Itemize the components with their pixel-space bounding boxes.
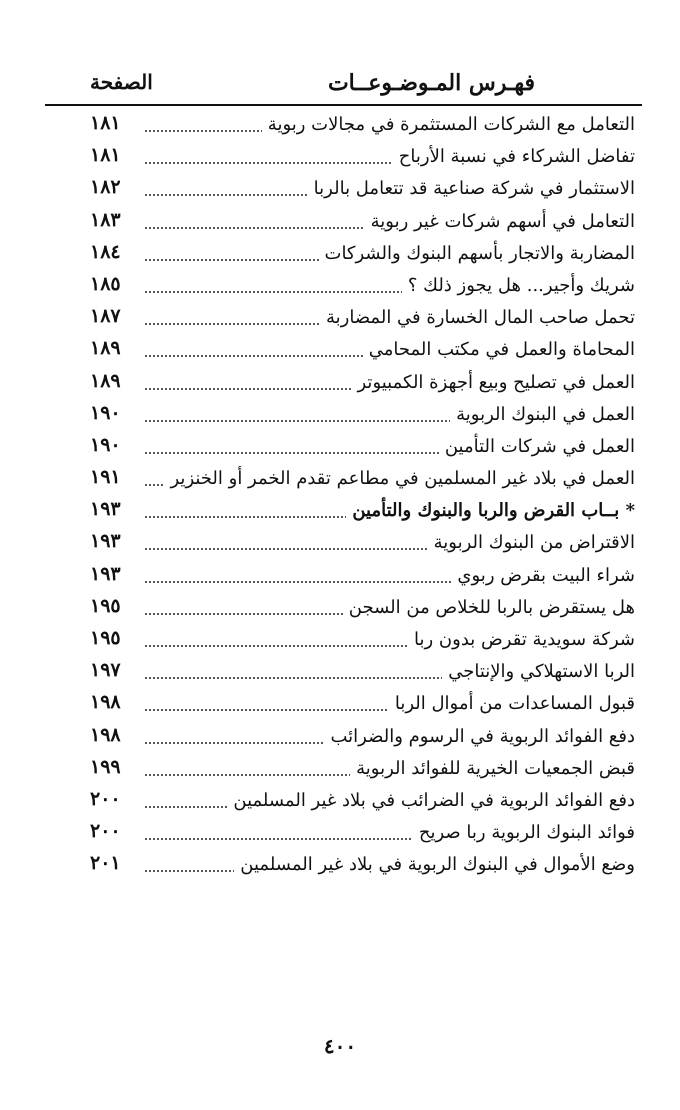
toc-entry-title: شريك وأجير... هل يجوز ذلك ؟ [402,275,635,296]
toc-entry-title: الربا الاستهلاكي والإنتاجي [442,661,635,682]
toc-entry [90,337,635,369]
toc-entry-title: * بــاب القرض والربا والبنوك والتأمين [346,500,635,521]
toc-entry-page: ١٨٢ [90,176,121,199]
toc-entry [90,530,635,562]
toc-entry-page: ١٩٥ [90,627,121,649]
toc-section-heading [90,498,635,530]
toc-entry [90,370,635,402]
toc-entry-title: المحاماة والعمل في مكتب المحامي [363,339,635,360]
toc-entry-page: ١٩٨ [90,723,121,746]
toc-entry-title: شركة سويدية تقرض بدون ربا [408,629,635,650]
toc-entry-page: ١٨٣ [90,208,121,231]
page-number: ٤٠٠ [323,1034,357,1058]
toc-entry [90,466,635,498]
toc-entry-page: ١٨١ [90,112,121,134]
toc-entry-title: التعامل في أسهم شركات غير ربوية [365,211,635,232]
toc-entry-title: الاقتراض من البنوك الربوية [428,532,635,553]
toc-entry-page: ١٨٥ [90,272,121,295]
toc-entry [90,595,635,627]
toc-entry-title: التعامل مع الشركات المستثمرة في مجالات ربوية [262,114,635,135]
toc-entry-title: تفاضل الشركاء في نسبة الأرباح [393,146,635,167]
toc-entry-page: ٢٠٠ [90,820,121,843]
toc-entry [90,241,635,273]
toc-entry [90,176,635,208]
toc-entry [90,563,635,595]
toc-entry [90,820,635,852]
toc-entry-page: ١٨٧ [90,305,121,328]
toc-entry-page: ١٩٥ [90,594,121,617]
toc-entry [90,691,635,723]
toc-entry-title: قبول المساعدات من أموال الربا [389,693,635,714]
toc-entry-title: دفع الفوائد الربوية في الضرائب في بلاد غير المسلمين [227,790,635,811]
toc-entry-title: فوائد البنوك الربوية ربا صريح [413,822,635,843]
toc-entry [90,402,635,434]
toc-entry-page: ١٨٩ [90,337,121,360]
toc-header [50,70,640,102]
toc-entry-title: العمل في بلاد غير المسلمين في مطاعم تقدم الخمر أو الخنزير [165,468,636,489]
toc-entry-page: ١٨٤ [90,240,121,263]
toc-entry-title: دفع الفوائد الربوية في الرسوم والضرائب [325,726,636,747]
header-divider [45,104,642,106]
toc-entry [90,305,635,337]
toc-entry-page: ١٩٨ [90,691,121,714]
toc-entry [90,273,635,305]
toc-entry-title: العمل في شركات التأمين [439,436,635,457]
toc-entry-page: ١٩٩ [90,755,121,778]
toc-entry-title: الاستثمار في شركة صناعية قد تتعامل بالربا [308,178,635,199]
toc-entry [90,144,635,176]
toc-entry-page: ١٩٣ [90,530,121,553]
toc-entry [90,724,635,756]
toc-entry-title: المضاربة والاتجار بأسهم البنوك والشركات [319,243,636,264]
toc-title: فهـرس المـوضـوعــات [327,70,535,96]
toc-entries [90,112,635,885]
toc-entry [90,659,635,691]
toc-entry-page: ١٩٣ [90,562,121,585]
toc-entry-page: ١٩١ [90,466,121,489]
toc-entry-title: العمل في تصليح وبيع أجهزة الكمبيوتر [352,372,636,393]
page-column-label: الصفحة [90,70,153,94]
toc-entry-title: شراء البيت بقرض ربوي [451,565,635,586]
toc-entry [90,209,635,241]
toc-entry-page: ١٩٠ [90,401,121,424]
toc-entry-title: تحمل صاحب المال الخسارة في المضاربة [320,307,635,328]
toc-entry-page: ١٨٩ [90,369,121,392]
toc-entry-page: ١٩٠ [90,433,121,456]
toc-entry-title: هل يستقرض بالربا للخلاص من السجن [343,597,635,618]
toc-entry-page: ١٨١ [90,144,121,167]
toc-entry-page: ٢٠٠ [90,787,121,810]
toc-entry-page: ٢٠١ [90,852,121,875]
toc-entry [90,434,635,466]
toc-entry-title: العمل في البنوك الربوية [450,404,635,425]
toc-entry [90,627,635,659]
toc-entry-title: قبض الجمعيات الخيرية للفوائد الربوية [350,758,635,779]
toc-entry-page: ١٩٣ [90,498,121,521]
toc-entry-title: وضع الأموال في البنوك الربوية في بلاد غير المسلمين [234,854,635,875]
toc-entry [90,852,635,884]
toc-entry-page: ١٩٧ [90,659,121,682]
toc-entry [90,788,635,820]
toc-entry [90,112,635,144]
toc-entry [90,756,635,788]
